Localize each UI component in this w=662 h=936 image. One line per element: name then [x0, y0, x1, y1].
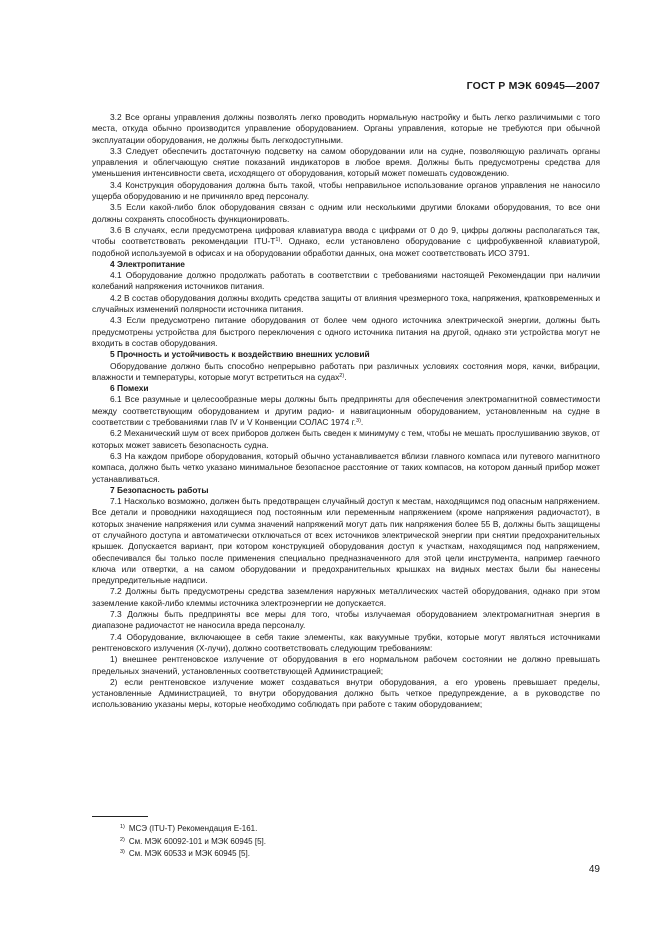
paragraph-4-1: 4.1 Оборудование должно продолжать работать в соответствии с требованиями настоящей Рекомендации при наличии колебаний напряжения источников питания. — [92, 270, 600, 292]
list-item-2: 2) если рентгеновское излучение может создаваться внутри оборудования, а его уровень превышает пределы, установленные Администрацией, то внутри оборудования должно быть четкое предупреждение, а в руководстве по использованию указаны меры, которые необходимо соблюдать при работе с таким оборудованием; — [92, 676, 600, 710]
footnote-text: См. МЭК 60533 и МЭК 60945 [5]. — [128, 849, 250, 858]
section-heading-7: 7 Безопасность работы — [110, 484, 209, 495]
section-heading-4: 4 Электропитание — [110, 258, 185, 269]
paragraph-7-3: 7.3 Должны быть предприняты все меры для того, чтобы излучаемая оборудованием электромагнитная энергия в диапазоне радиочастот не наносила вреда персоналу. — [92, 609, 600, 631]
paragraph-3-4: 3.4 Конструкция оборудования должна быть такой, чтобы неправильное использование органов управления не наносило ущерба оборудованию и не причиняло вред персоналу. — [92, 179, 600, 202]
footnote-ref-3[interactable]: 3) — [356, 418, 361, 425]
paragraph-7-2: 7.2 Должны быть предусмотрены средства заземления наружных металлических частей оборудования, однако при этом заземление какой-либо клеммы источника электроэнергии не допускается. — [92, 586, 600, 608]
paragraph-3-3: 3.3 Следует обеспечить достаточную подсветку на самом оборудовании или на судне, позволяющую различать органы управления и облегчающую снятие показаний индикаторов в любое время. Должны быть предусмотрены средства для уменьшения интенсивности света, исходящего от оборудования, который может помешать судовождению. — [92, 145, 600, 179]
footnote-mark: 3) — [120, 849, 125, 855]
list-item-1: 1) внешнее рентгеновское излучение от оборудования в его нормальном рабочем состоянии не должно превышать предельных значений, установленных соответствующей Администрацией; — [92, 654, 600, 676]
footnote-mark: 1) — [120, 824, 125, 830]
footnotes — [92, 823, 266, 861]
footnote-ref-1[interactable]: 1) — [275, 237, 281, 244]
footnote-mark: 2) — [120, 836, 125, 843]
footnote-text: См. МЭК 60092-101 и МЭК 60945 [5]. — [128, 836, 266, 846]
paragraph-4-3: 4.3 Если предусмотрено питание оборудования от более чем одного источника электрической энергии, должны быть предусмотрены устройства для быстрого переключения с одного источника питания на другой, однако эти устройства могут не входить в состав оборудования. — [92, 315, 600, 348]
page-number: 49 — [588, 864, 600, 875]
footnote-1 — [92, 823, 266, 836]
paragraph-7-1: 7.1 Насколько возможно, должен быть предотвращен случайный доступ к местам, находящимся под опасным напряжением. Все детали и проводники находящиеся под постоянным или переменным напряжением (кроме напряжения радиочастот), в которых значение напряжения или сумма значений напряжений могут дать пик напряжения более 55 В, должны быть защищены от случайного доступа и автоматически отключаться от всех источников электрической энергии при снятии предохранительных крышек. Допускается вариант, при котором конструкцией оборудования доступ к участкам, находящимся под напряжением, обеспечивался бы только после применения специально предназначенного для этой цели инструмента, например гаечного ключа или отвертки, а на самом оборудовании и предохранительных крышках на видных местах были бы нанесены предупредительные надписи. — [92, 496, 600, 586]
paragraph-6-1: 6.1 Все разумные и целесообразные меры должны быть предприняты для обеспечения электромагнитной совместимости между соответствующим оборудованием и другим радио- и навигационным оборудованием, установленным на судне в соответствии с требованиями глав IV и V Конвенции СОЛАС 1974 г.$^{3)}$. — [92, 394, 600, 428]
footnote-divider — [92, 816, 148, 817]
footnote-ref-2[interactable]: 2) — [339, 372, 345, 379]
paragraph-6-2: 6.2 Механический шум от всех приборов должен быть сведен к минимуму с тем, чтобы не мешать прослушиванию звуков, от которых может зависеть безопасность судна. — [92, 428, 600, 450]
footnote-3 — [92, 848, 266, 861]
footnote-2 — [92, 836, 266, 849]
standard-header: ГОСТ Р МЭК 60945—2007 — [466, 80, 600, 92]
footnote-text: МСЭ (ITU-T) Рекомендация Е-161. — [128, 824, 258, 833]
body-text — [92, 112, 600, 711]
paragraph-6-3: 6.3 На каждом приборе оборудования, который обычно устанавливается вблизи главного компаса или путевого магнитного компаса, должно быть четко указано минимальное безопасное расстояние от таких компасов, на котором данный прибор может устанавливаться. — [92, 450, 600, 484]
paragraph-7-4: 7.4 Оборудование, включающее в себя такие элементы, как вакуумные трубки, которые могут являться источниками рентгеновского излучения (Х-лучи), должно соответствовать следующим требованиям: — [92, 631, 600, 653]
paragraph-4-2: 4.2 В состав оборудования должны входить средства защиты от влияния чрезмерного тока, напряжения, кратковременных и случайных изменений полярности источника питания. — [92, 292, 600, 315]
section-heading-6: 6 Помехи — [110, 383, 149, 394]
section-heading-5: 5 Прочность и устойчивость к воздействию внешних условий — [110, 349, 370, 360]
paragraph-3-6: 3.6 В случаях, если предусмотрена цифровая клавиатура ввода с цифрами от 0 до 9, цифры должны располагаться так, чтобы соответствовать рекомендации ITU-$T^{1)}$. Однако, если установлено оборудование с цифробуквенной клавиатурой, подобной используемой в офисах и на оборудовании обработки данных, она может соответствовать ИСО 3791. — [92, 224, 600, 258]
paragraph-5: Оборудование должно быть способно непрерывно работать при различных условиях состояния моря, качки, вибрации, влажности и температуры, которые могут встретиться на судах$^{2)}$. — [92, 360, 600, 382]
paragraph-3-2: 3.2 Все органы управления должны позволять легко проводить нормальную настройку и быть легко различимыми с того места, откуда обычно производится управление оборудованием. Органы управления, которые не требуются при обычной эксплуатации оборудования, не должны быть легкодоступными. — [92, 112, 600, 145]
paragraph-3-5: 3.5 Если какой-либо блок оборудования связан с одним или несколькими другими блоками оборудования, то все они должны сохранять способность функционировать. — [92, 202, 600, 224]
